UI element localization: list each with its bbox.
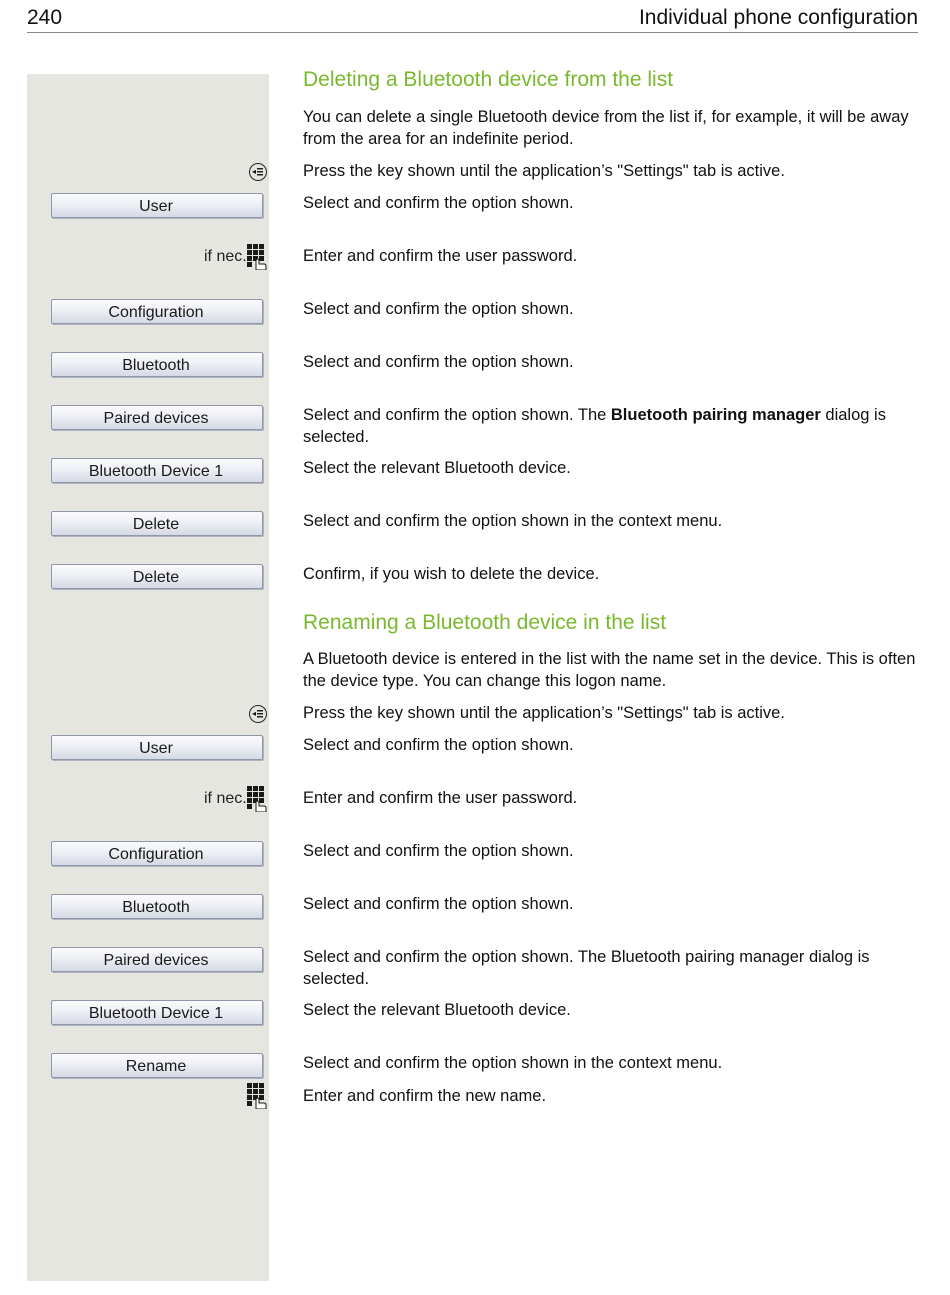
paired-devices-button[interactable]: Paired devices xyxy=(51,947,263,972)
dialog-name: Bluetooth pairing manager xyxy=(610,406,821,424)
step-text: Select and confirm the option shown. xyxy=(303,842,574,860)
section-heading-rename: Renaming a Bluetooth device in the list xyxy=(303,611,667,634)
delete-confirm-button[interactable]: Delete xyxy=(51,564,263,589)
step-text: Confirm, if you wish to delete the device. xyxy=(303,565,600,583)
page-header xyxy=(27,4,918,33)
step-text: Select and confirm the option shown. xyxy=(303,736,574,754)
bluetooth-device-1-button[interactable]: Bluetooth Device 1 xyxy=(51,1000,263,1025)
configuration-button[interactable]: Configuration xyxy=(51,841,263,866)
step-text: Select and confirm the option shown. xyxy=(303,353,574,371)
user-button[interactable]: User xyxy=(51,193,263,218)
step-text: Select the relevant Bluetooth device. xyxy=(303,459,571,477)
step-text: Press the key shown until the application’s "Settings" tab is active. xyxy=(303,704,785,722)
section-intro-rename: A Bluetooth device is entered in the list with the name set in the device. This is often the device type. You can change this logon name. xyxy=(303,650,916,690)
keypad-icon xyxy=(247,786,267,812)
menu-key-icon: ◂ xyxy=(249,163,267,181)
step-text: Select and confirm the option shown. xyxy=(303,194,574,212)
section-intro-delete: You can delete a single Bluetooth device from the list if, for example, it will be away from the area for an indefinite period. xyxy=(303,108,909,148)
paired-devices-button[interactable]: Paired devices xyxy=(51,405,263,430)
menu-key-icon: ◂ xyxy=(249,705,267,723)
bluetooth-button[interactable]: Bluetooth xyxy=(51,352,263,377)
bluetooth-button[interactable]: Bluetooth xyxy=(51,894,263,919)
bluetooth-device-1-button[interactable]: Bluetooth Device 1 xyxy=(51,458,263,483)
step-text-paired: Select and confirm the option shown. The Bluetooth pairing manager dialog is selected. xyxy=(303,406,886,446)
page-number: 240 xyxy=(27,6,63,29)
rename-button[interactable]: Rename xyxy=(51,1053,263,1078)
step-text: Select the relevant Bluetooth device. xyxy=(303,1001,571,1019)
step-text: Select and confirm the option shown in the context menu. xyxy=(303,512,723,530)
keypad-icon xyxy=(247,244,267,270)
step-text: Select and confirm the option shown in the context menu. xyxy=(303,1054,723,1072)
step-text: Press the key shown until the application’s "Settings" tab is active. xyxy=(303,162,785,180)
step-text: Select and confirm the option shown. xyxy=(303,300,574,318)
section-heading-delete: Deleting a Bluetooth device from the list xyxy=(303,68,674,91)
step-text: Enter and confirm the new name. xyxy=(303,1087,547,1105)
chapter-title: Individual phone configuration xyxy=(638,6,918,29)
keypad-icon xyxy=(247,1083,267,1109)
step-text: Select and confirm the option shown. xyxy=(303,895,574,913)
if-necessary-label: if nec. xyxy=(204,248,247,265)
configuration-button[interactable]: Configuration xyxy=(51,299,263,324)
if-necessary-label: if nec. xyxy=(204,790,247,807)
step-text: Select and confirm the option shown. The Bluetooth pairing manager dialog is selected. xyxy=(303,948,870,988)
user-button[interactable]: User xyxy=(51,735,263,760)
step-text: Enter and confirm the user password. xyxy=(303,789,578,807)
step-text: Enter and confirm the user password. xyxy=(303,247,578,265)
delete-button[interactable]: Delete xyxy=(51,511,263,536)
